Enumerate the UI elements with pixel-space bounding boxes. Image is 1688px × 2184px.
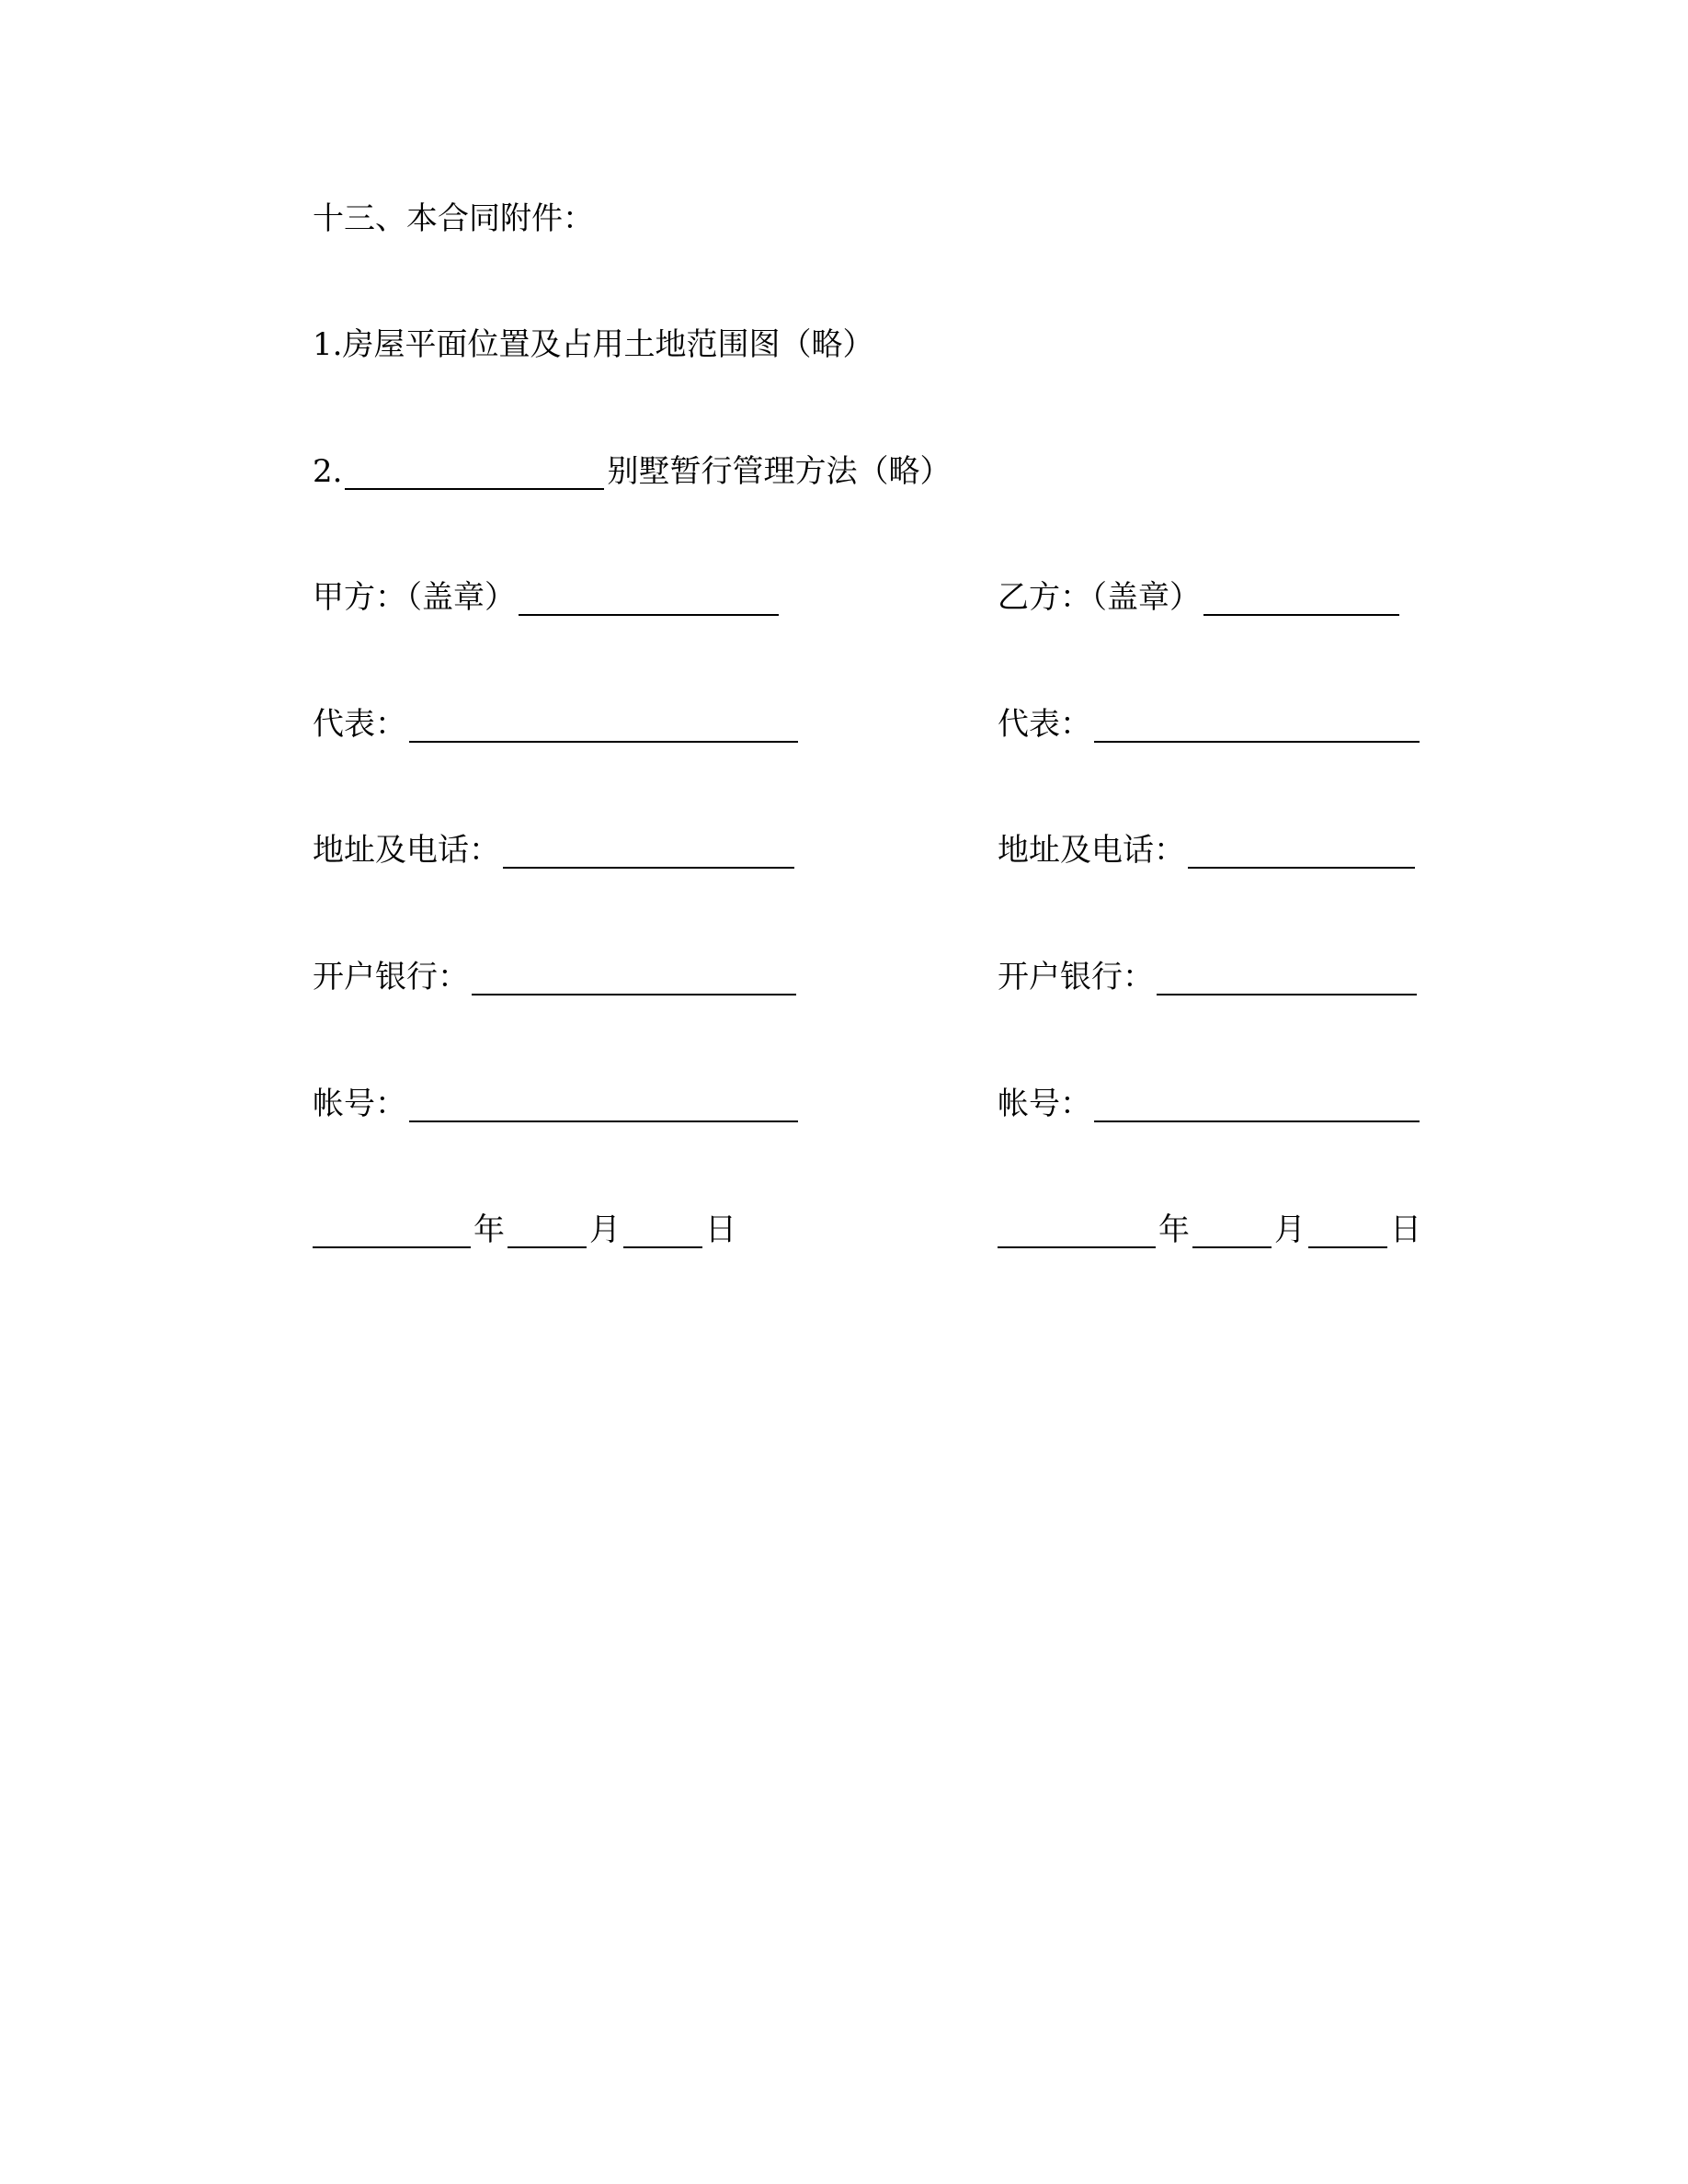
party-b-address-blank[interactable] [1188,839,1415,869]
party-b-address-label: 地址及电话： [998,832,1185,869]
party-a-bank-label: 开户银行： [313,959,469,995]
party-b-month-label: 月 [1274,1211,1306,1248]
party-a-day-blank[interactable] [623,1219,702,1248]
party-a-seal-blank[interactable] [519,586,779,616]
party-b-account-label: 帐号： [998,1086,1091,1122]
party-b-year-blank[interactable] [998,1219,1156,1248]
party-a-seal-row [313,579,781,616]
party-a-seal-label: 甲方：（盖章） [313,579,516,616]
party-a-address-label: 地址及电话： [313,832,500,869]
party-b-account-blank[interactable] [1094,1093,1420,1122]
party-a-account-blank[interactable] [409,1093,798,1122]
party-a-account-label: 帐号： [313,1086,406,1122]
party-b-bank-blank[interactable] [1157,966,1417,995]
party-b-year-label: 年 [1158,1211,1190,1248]
party-a-day-label: 日 [705,1211,736,1248]
party-b-seal-blank[interactable] [1203,586,1399,616]
party-b-representative-blank[interactable] [1094,713,1420,743]
party-b-seal-row [998,579,1402,616]
party-b-month-blank[interactable] [1192,1219,1272,1248]
attachments-heading-text: 十三、本合同附件： [313,200,594,237]
party-a-address-blank[interactable] [503,839,794,869]
party-a-representative-blank[interactable] [409,713,798,743]
party-a-date-row [313,1211,736,1248]
party-b-bank-label: 开户银行： [998,959,1154,995]
party-b-day-blank[interactable] [1308,1219,1387,1248]
party-a-representative-row [313,706,801,743]
party-a-month-label: 月 [589,1211,621,1248]
party-a-year-label: 年 [473,1211,505,1248]
attachment-item-1 [313,326,873,363]
party-a-month-blank[interactable] [508,1219,587,1248]
party-b-date-row [998,1211,1421,1248]
attachment-item-2 [313,453,951,490]
party-a-address-row [313,832,797,869]
party-a-account-row [313,1086,801,1122]
party-a-bank-row [313,959,799,995]
party-a-year-blank[interactable] [313,1219,471,1248]
attachment-item-2-suffix: 别墅暂行管理方法（略） [607,453,952,490]
party-b-seal-label: 乙方：（盖章） [998,579,1201,616]
villa-name-blank[interactable] [345,461,604,490]
party-b-bank-row [998,959,1420,995]
party-b-day-label: 日 [1390,1211,1421,1248]
attachments-heading [313,200,594,237]
party-b-representative-row [998,706,1422,743]
attachment-item-2-prefix: 2. [313,453,343,490]
party-a-representative-label: 代表： [313,706,406,743]
attachment-item-1-text: 1.房屋平面位置及占用土地范围图（略） [313,326,874,363]
party-b-account-row [998,1086,1422,1122]
party-a-bank-blank[interactable] [472,966,796,995]
party-b-address-row [998,832,1418,869]
party-b-representative-label: 代表： [998,706,1091,743]
